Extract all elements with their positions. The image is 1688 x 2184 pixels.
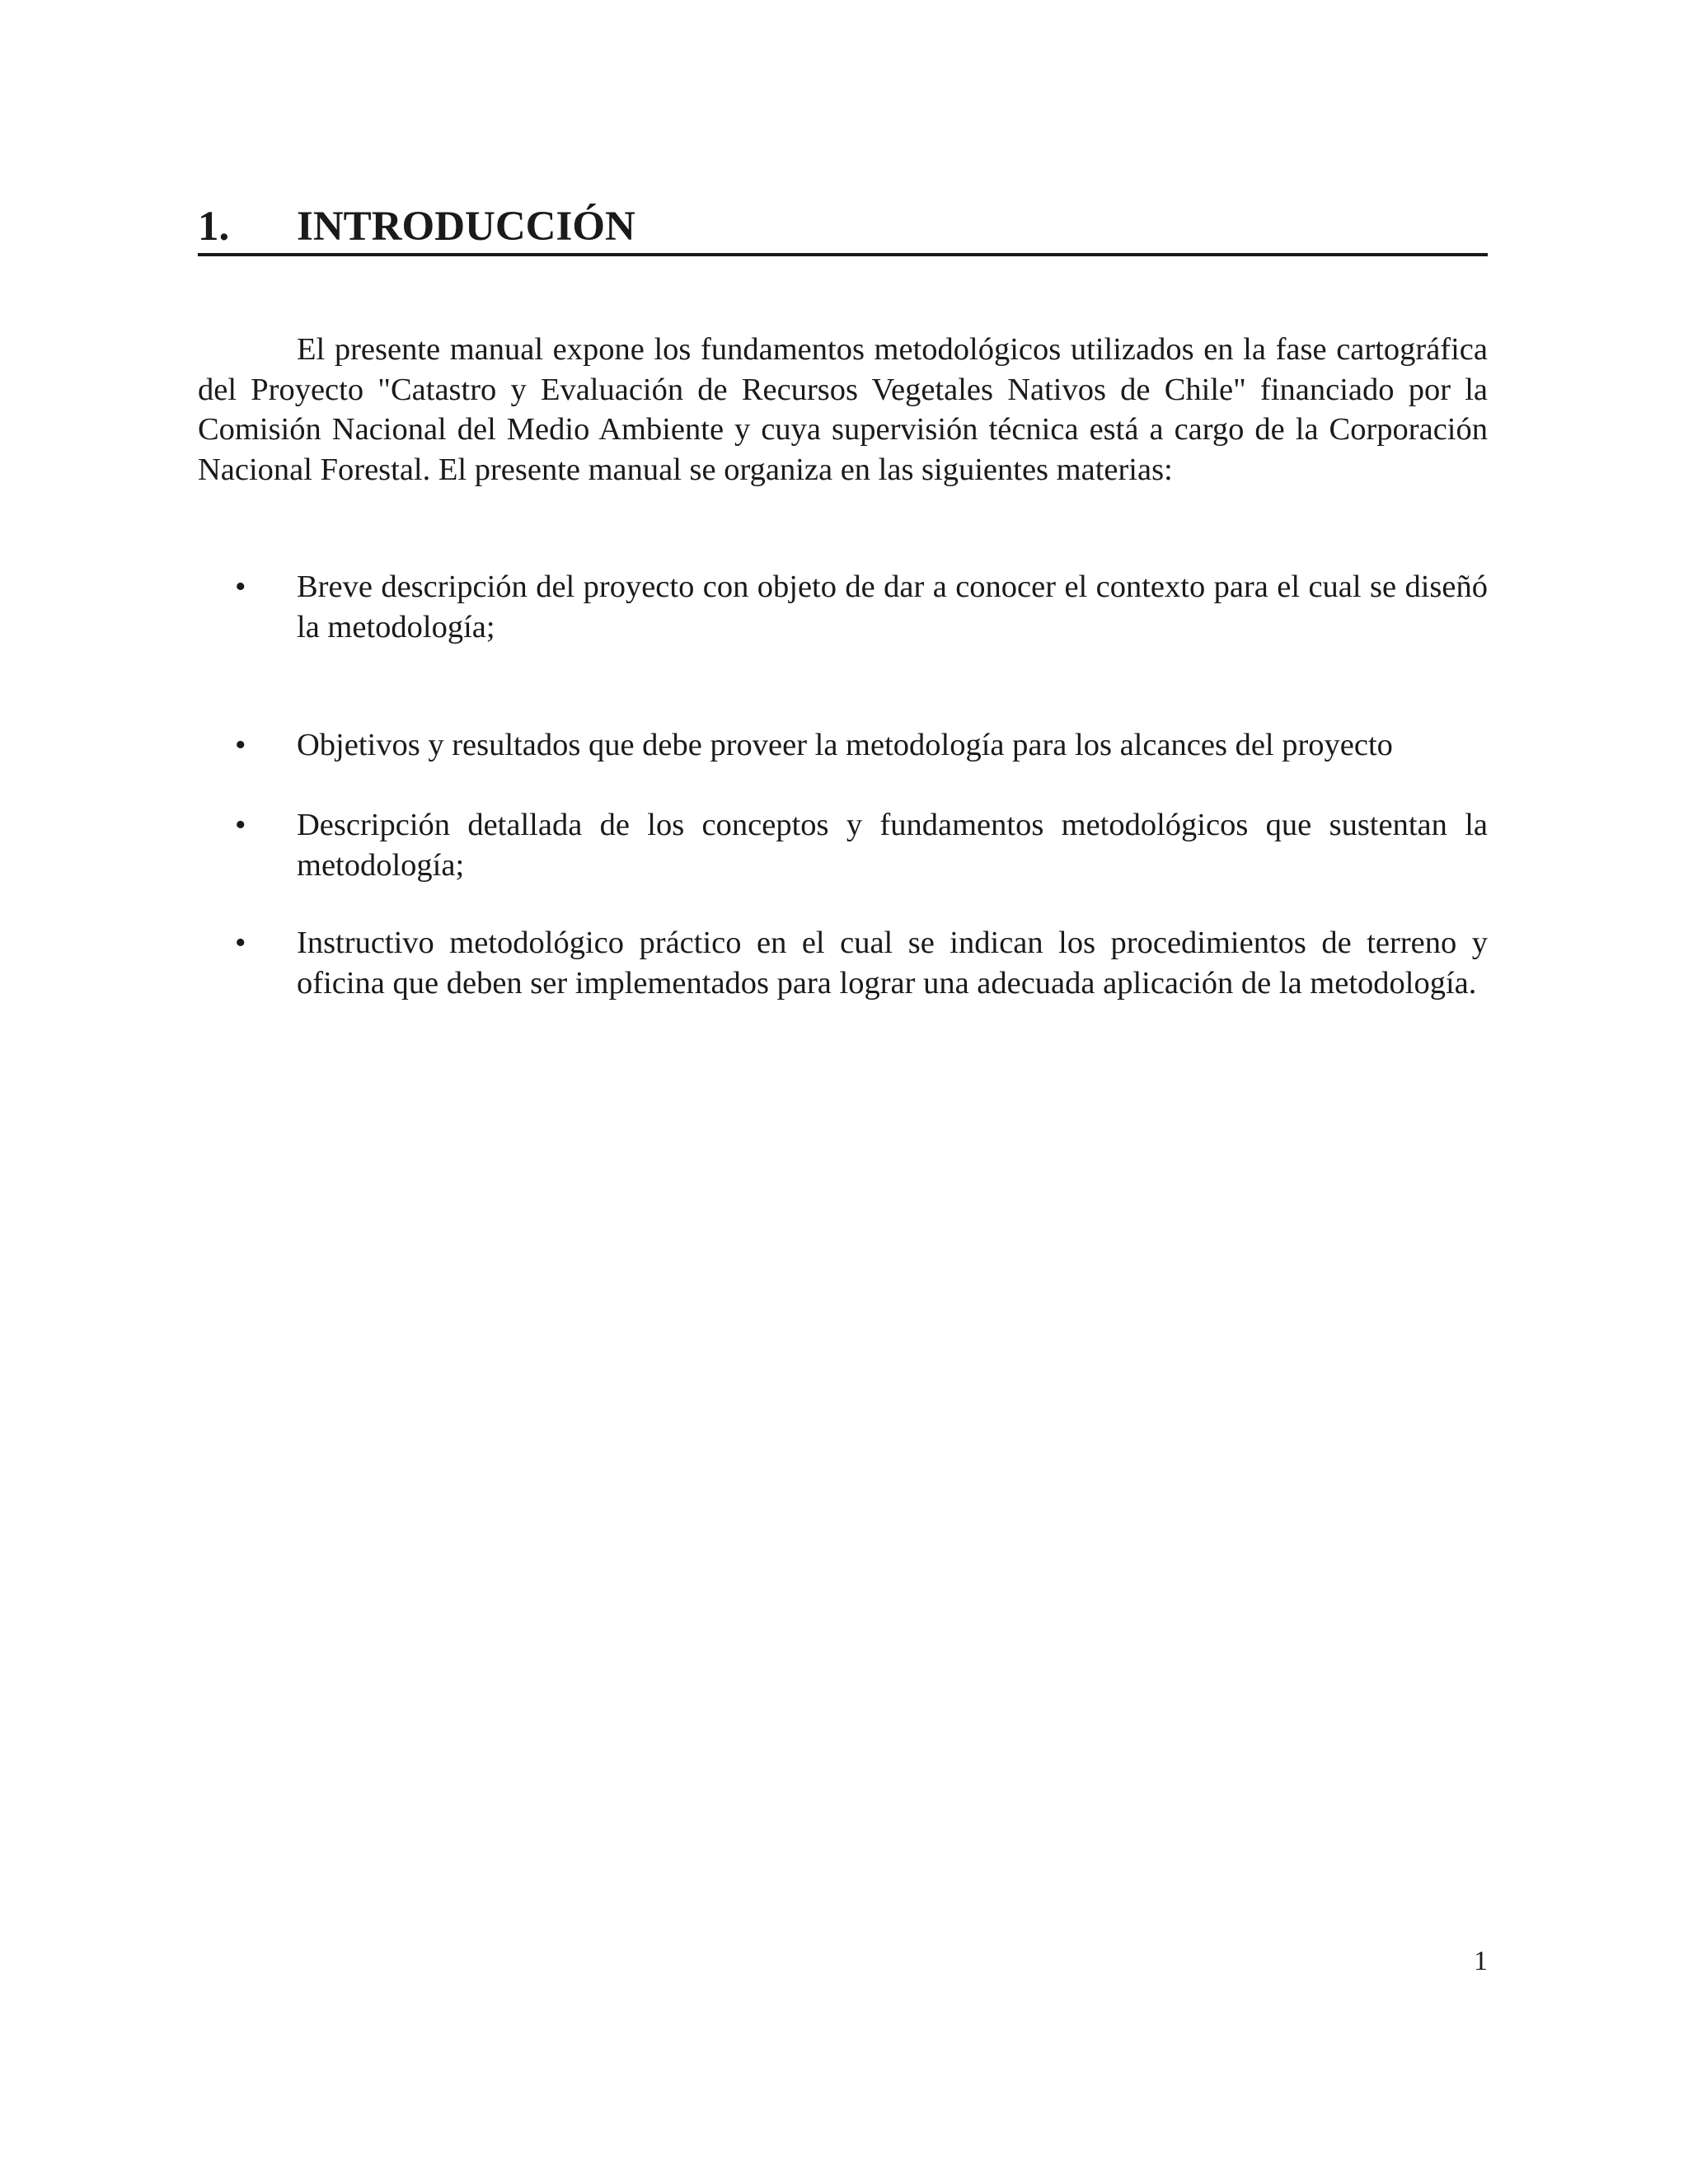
bullet-marker: • [235,926,246,960]
bullet-marker: • [235,808,246,842]
page-number: 1 [1474,1946,1488,1976]
section-title: INTRODUCCIÓN [297,204,635,250]
section-heading [198,202,1488,256]
list-item-text: Descripción detallada de los conceptos y fundamentos metodológicos que sustentan la metodología; [297,808,1488,883]
bullet-marker: • [235,569,246,604]
list-item-text: Breve descripción del proyecto con objeto de dar a conocer el contexto para el cual se diseñó la metodología; [297,569,1488,644]
intro-paragraph: El presente manual expone los fundamentos metodológicos utilizados en la fase cartográfica del Proyecto "Catastro y Evaluación de Recursos Vegetales Nativos de Chile" financiado por la Comisión Nacional del Medio Ambiente y cuya supervisión técnica está a cargo de la Corporación Nacional Forestal. El presente manual se organiza en las siguientes materias: [198,332,1488,487]
list-item-text: Objetivos y resultados que debe proveer la metodología para los alcances del proyecto [297,728,1393,762]
section-number: 1. [198,204,230,250]
bullet-marker: • [235,728,246,762]
list-item-text: Instructivo metodológico práctico en el cual se indican los procedimientos de terreno y oficina que deben ser implementados para lograr una adecuada aplicación de la metodología. [297,926,1488,1001]
